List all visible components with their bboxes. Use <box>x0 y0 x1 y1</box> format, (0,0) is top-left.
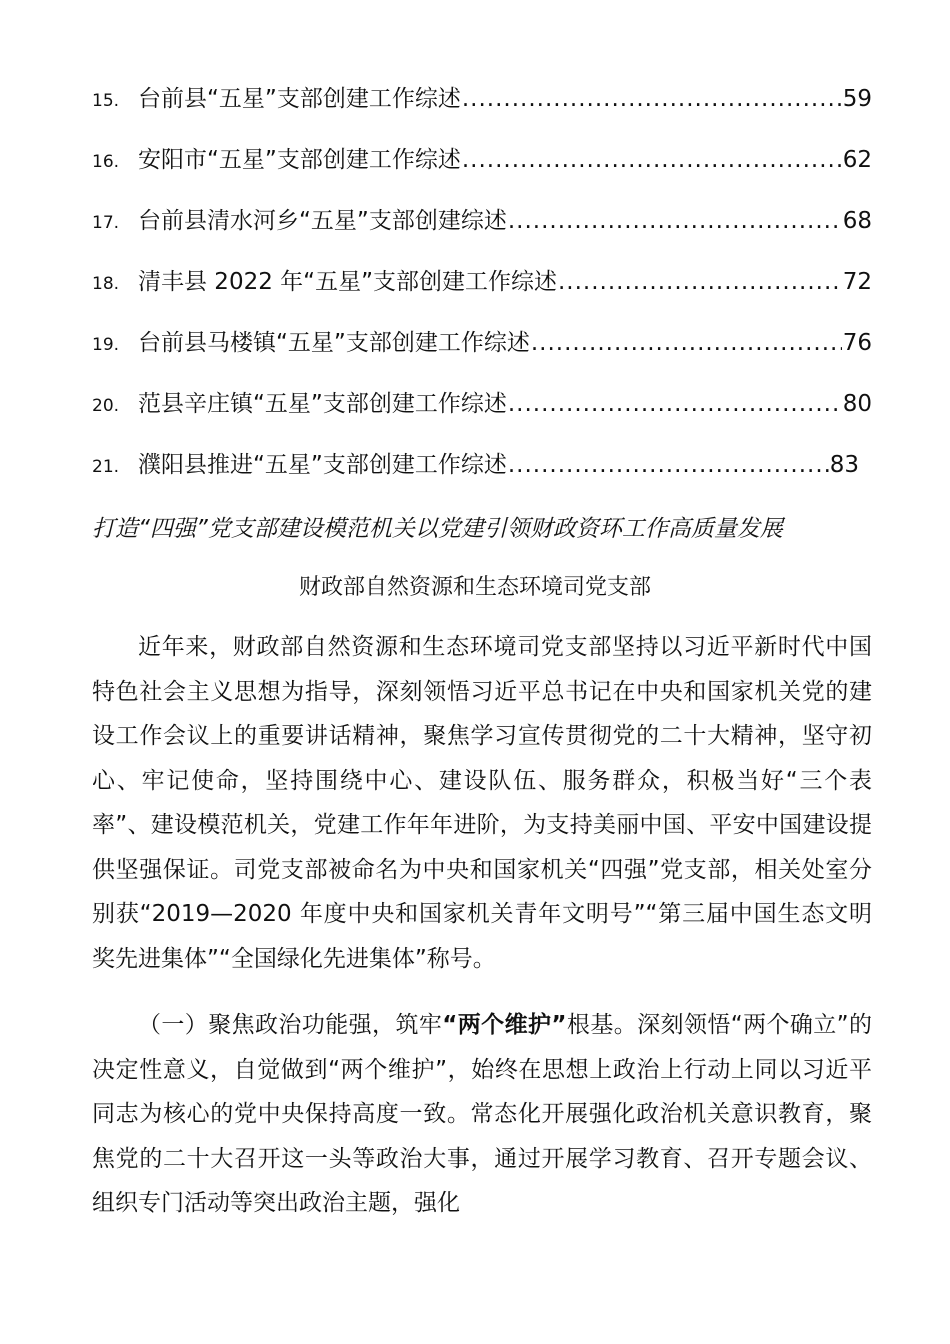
table-of-contents <box>92 80 872 507</box>
toc-title: 濮阳县推进“五星”支部创建工作综述 <box>138 452 507 478</box>
toc-item[interactable] <box>92 385 872 446</box>
article-author: 财政部自然资源和生态环境司党支部 <box>298 575 651 600</box>
toc-page-number: 62 <box>842 147 872 173</box>
toc-page-number: 80 <box>842 391 872 417</box>
toc-number: 18. <box>92 274 120 294</box>
body-paragraph: 近年来，财政部自然资源和生态环境司党支部坚持以习近平新时代中国特色社会主义思想为指导，深刻领悟习近平总书记在中央和国家机关党的建设工作会议上的重要讲话精神，聚焦学习宣传贯彻党的二十大精神，坚守初心、牢记使命，坚持围绕中心、建设队伍、服务群众，积极当好“三个表率”、建设模范机关，党建工作年年进阶，为支持美丽中国、平安中国建设提供坚强保证。司党支部被命名为中央和国家机关“四强”党支部，相关处室分别获“2019—2020 年度中央和国家机关青年文明号”“第三届中国生态文明奖先进集体”“全国绿化先进集体”称号。 <box>92 634 872 972</box>
toc-item[interactable] <box>92 324 872 385</box>
toc-title: 台前县清水河乡“五星”支部创建综述 <box>138 208 507 234</box>
toc-leader-dots <box>462 86 842 112</box>
toc-title: 范县辛庄镇“五星”支部创建工作综述 <box>138 391 507 417</box>
toc-item[interactable] <box>92 446 859 507</box>
toc-leader-dots <box>462 147 842 173</box>
toc-page-number: 83 <box>829 452 859 478</box>
toc-leader-dots <box>508 391 842 417</box>
toc-item[interactable] <box>92 80 872 141</box>
toc-leader-dots <box>508 452 829 478</box>
toc-number: 16. <box>92 152 120 172</box>
toc-item[interactable] <box>92 202 872 263</box>
paragraph-text: 根基。深刻领悟“两个确立”的决定性意义，自觉做到“两个维护”，始终在思想上政治上行动上同以习近平同志为核心的党中央保持高度一致。常态化开展强化政治机关意识教育，聚焦党的二十大召开这一头等政治大事，通过开展学习教育、召开专题会议、组织专门活动等突出政治主题，强化 <box>92 1012 872 1216</box>
toc-leader-dots <box>531 330 842 356</box>
toc-number: 15. <box>92 91 120 111</box>
article-title: 打造“四强”党支部建设模范机关以党建引领财政资环工作高质量发展 <box>92 516 783 542</box>
body-paragraph <box>92 1003 872 1226</box>
section-heading-emphasis: “两个维护” <box>442 1012 567 1038</box>
toc-page-number: 68 <box>842 208 872 234</box>
article-body <box>92 625 872 1226</box>
toc-title: 台前县马楼镇“五星”支部创建工作综述 <box>138 330 530 356</box>
toc-title: 安阳市“五星”支部创建工作综述 <box>138 147 461 173</box>
toc-title: 台前县“五星”支部创建工作综述 <box>138 86 461 112</box>
toc-leader-dots <box>558 269 842 295</box>
toc-number: 21. <box>92 457 120 477</box>
toc-title: 清丰县 2022 年“五星”支部创建工作综述 <box>138 269 557 295</box>
toc-page-number: 72 <box>842 269 872 295</box>
toc-number: 19. <box>92 335 120 355</box>
toc-number: 20. <box>92 396 120 416</box>
toc-number: 17. <box>92 213 120 233</box>
toc-item[interactable] <box>92 263 872 324</box>
toc-page-number: 76 <box>842 330 872 356</box>
toc-leader-dots <box>508 208 842 234</box>
toc-page-number: 59 <box>842 86 872 112</box>
section-heading-lead: （一）聚焦政治功能强，筑牢 <box>138 1012 443 1038</box>
toc-item[interactable] <box>92 141 872 202</box>
